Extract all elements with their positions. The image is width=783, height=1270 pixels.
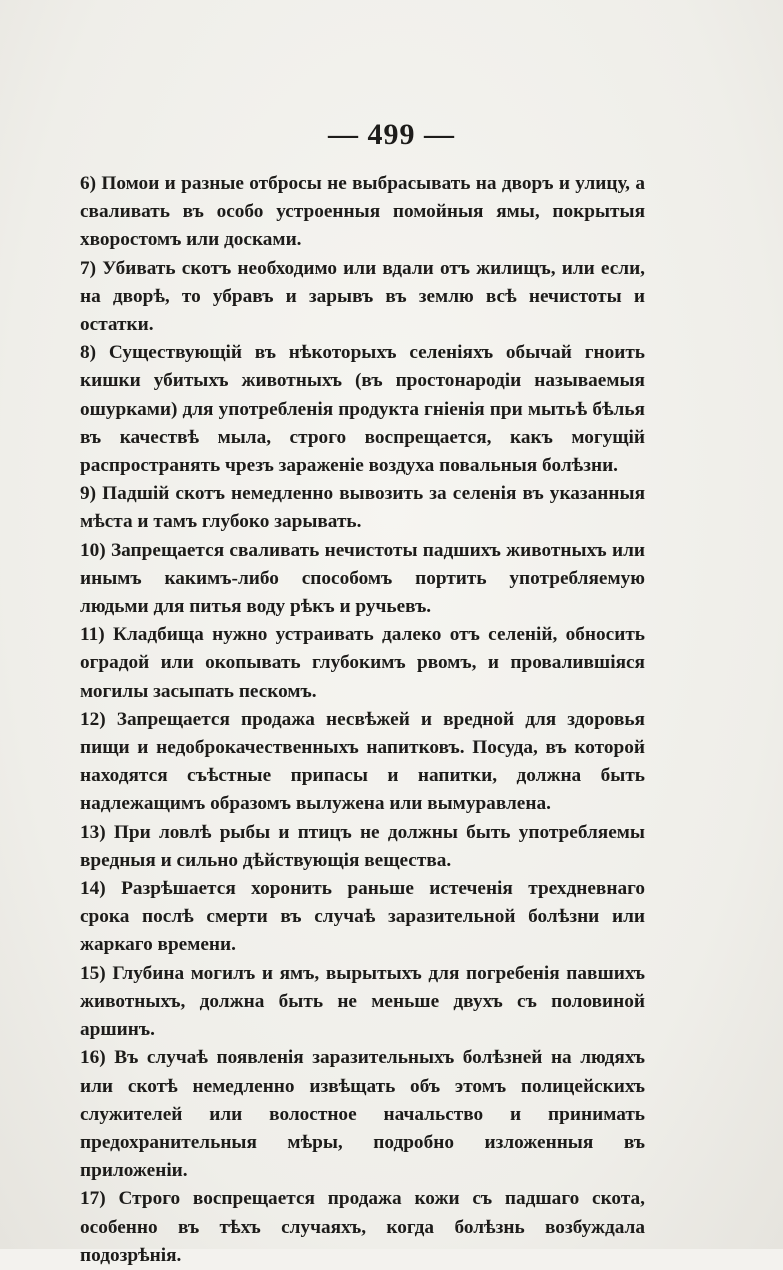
paragraph-6: 6) Помои и разные отбросы не выбрасывать на дворъ и улицу, а сваливать въ особо устроенныя помойныя ямы, покрытыя хворостомъ или досками. (80, 173, 645, 251)
paragraph-11: 11) Кладбища нужно устраивать далеко отъ селенiй, обносить оградой или окопывать глубокимъ рвомъ, и провалившiяся могилы засыпать пескомъ. (80, 624, 645, 702)
paragraph-16: 16) Въ случаѣ появленiя заразительныхъ болѣзней на людяхъ или скотѣ немедленно извѣщать объ этомъ полицейскихъ служителей или волостное начальство и принимать предохранительныя мѣры, подробно изложенныя въ приложенiи. (80, 1047, 645, 1182)
paragraph-9: 9) Падшiй скотъ немедленно вывозить за селенiя въ указанныя мѣста и тамъ глубоко зарывать. (80, 483, 645, 533)
paragraph-17: 17) Строго воспрещается продажа кожи съ падшаго скота, особенно въ тѣхъ случаяхъ, когда болѣзнь возбуждала подозрѣнiя. (80, 1188, 645, 1266)
paragraph-10: 10) Запрещается сваливать нечистоты падшихъ животныхъ или инымъ какимъ-либо способомъ портить употребляемую людьми для питья воду рѣкъ и ручьевъ. (80, 539, 645, 618)
paragraph-15: 15) Глубина могилъ и ямъ, вырытыхъ для погребенiя павшихъ животныхъ, должна быть не меньше двухъ съ половиной аршинъ. (80, 962, 645, 1041)
paragraph-8: 8) Существующiй въ нѣкоторыхъ селенiяхъ обычай гноить кишки убитыхъ животныхъ (въ простонародiи называемыя ошурками) для употребленiя продукта гнiенiя при мытьѣ бѣлья въ качествѣ мыла, строго воспрещается, какъ могущiй распространять чрезъ зараженiе воздуха повальныя болѣзни. (80, 342, 645, 477)
paragraph-14: 14) Разрѣшается хоронить раньше истеченiя трехдневнаго срока послѣ смерти въ случаѣ заразительной болѣзни или жаркаго времени. (80, 878, 645, 956)
paragraph-12: 12) Запрещается продажа несвѣжей и вредной для здоровья пищи и недоброкачественныхъ напитковъ. Посуда, въ которой находятся съѣстные припасы и напитки, должна быть надлежащимъ образомъ вылужена или вымуравлена. (80, 708, 645, 815)
page-body (80, 170, 645, 1270)
page-number: — 499 — (328, 118, 455, 151)
paragraph-7: 7) Убивать скотъ необходимо или вдали отъ жилищъ, или если, на дворѣ, то убравъ и зарывъ въ землю всѣ нечистоты и остатки. (80, 257, 645, 336)
paragraph-13: 13) При ловлѣ рыбы и птицъ не должны быть употребляемы вредныя и сильно дѣйствующiя вещества. (80, 821, 645, 871)
